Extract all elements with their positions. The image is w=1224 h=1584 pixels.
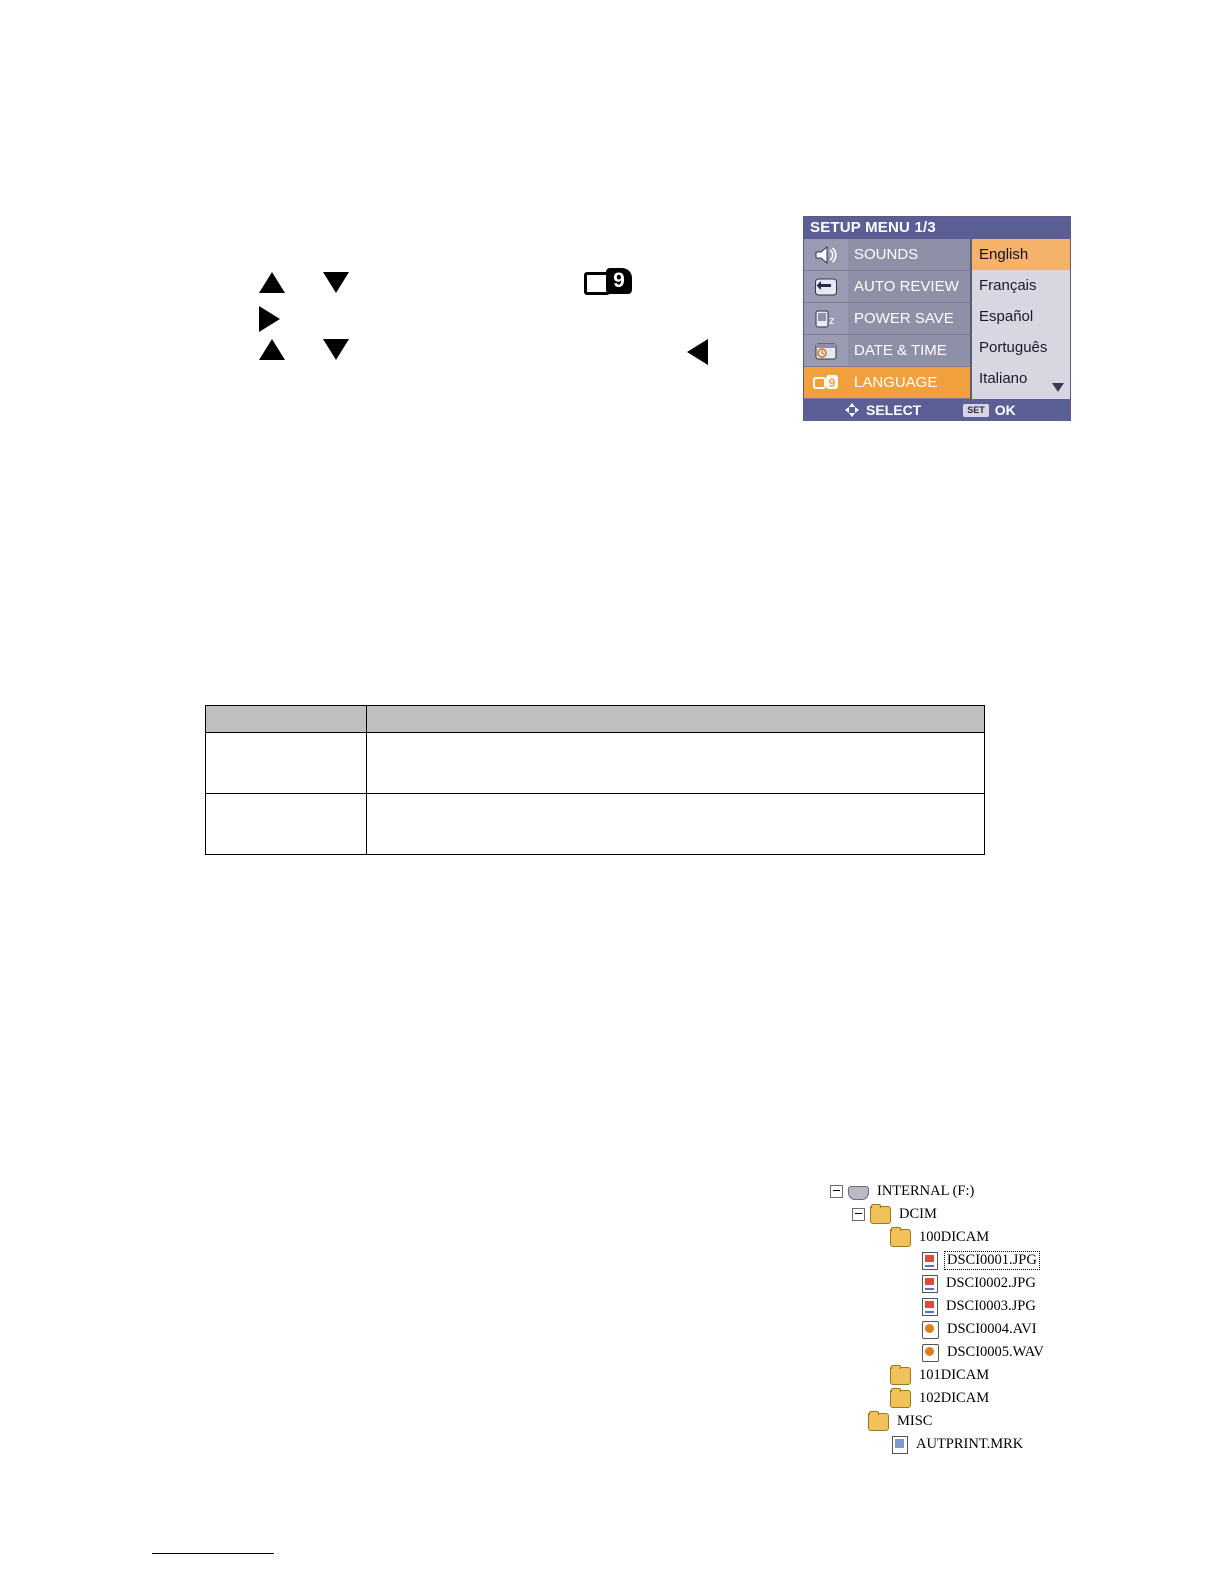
tree-label-dcim[interactable]: DCIM: [899, 1206, 937, 1222]
language-option-espanol[interactable]: Español: [979, 308, 1034, 325]
tree-label-dsci0003[interactable]: DSCI0003.JPG: [946, 1298, 1036, 1314]
date-time-icon: [804, 335, 848, 367]
tree-node-101dicam[interactable]: [890, 1364, 1210, 1387]
folder-icon: [890, 1367, 911, 1385]
tree-node-dsci0001[interactable]: [922, 1249, 1210, 1272]
jpg-file-icon: [922, 1298, 938, 1316]
mrk-file-icon: [892, 1436, 908, 1454]
language-icon-mark: 9: [606, 268, 632, 294]
media-file-icon: [922, 1344, 939, 1362]
tree-node-misc[interactable]: [868, 1410, 1210, 1433]
tree-node-dsci0002[interactable]: [922, 1272, 1210, 1295]
menu-item-language[interactable]: LANGUAGE: [848, 367, 970, 399]
tree-label-100dicam[interactable]: 100DICAM: [919, 1229, 990, 1245]
tree-node-dsci0004[interactable]: [922, 1318, 1210, 1341]
table-header-cell-1: [206, 706, 367, 733]
auto-review-icon-svg: [814, 277, 838, 297]
setup-menu-title: SETUP MENU 1/3: [804, 217, 1070, 239]
arrow-up-icon-1: [259, 272, 285, 293]
power-save-icon: [804, 303, 848, 335]
tree-label-101dicam[interactable]: 101DICAM: [919, 1367, 990, 1383]
table-row: [206, 733, 985, 794]
menu-item-auto-review[interactable]: AUTO REVIEW: [848, 271, 970, 303]
collapse-toggle-icon[interactable]: [830, 1185, 843, 1198]
tree-label-autprint[interactable]: AUTPRINT.MRK: [916, 1436, 1024, 1452]
tree-label-dsci0001[interactable]: DSCI0001.JPG: [944, 1251, 1040, 1270]
file-tree: [830, 1180, 1210, 1456]
tree-node-dcim[interactable]: [852, 1203, 1210, 1226]
four-way-select-icon: [844, 402, 860, 418]
menu-item-power-save[interactable]: POWER SAVE: [848, 303, 970, 335]
language-option-english[interactable]: English: [972, 239, 1070, 270]
setup-menu-footer: [804, 399, 1070, 421]
arrow-down-icon-1: [323, 272, 349, 293]
power-save-icon-svg: [814, 309, 838, 329]
tree-label-102dicam[interactable]: 102DICAM: [919, 1390, 990, 1406]
arrow-up-icon-2: [259, 339, 285, 360]
tree-node-102dicam[interactable]: [890, 1387, 1210, 1410]
table-cell-value: [367, 733, 985, 794]
jpg-file-icon: [922, 1275, 938, 1293]
folder-icon: [890, 1229, 911, 1247]
date-time-icon-svg: [814, 341, 838, 361]
table-cell-label: [206, 794, 367, 855]
language-options-list: [970, 239, 1070, 399]
auto-review-icon: [804, 271, 848, 303]
language-option-italiano[interactable]: Italiano: [979, 370, 1028, 387]
table-cell-value: [367, 794, 985, 855]
media-file-icon: [922, 1321, 939, 1339]
tree-node-dsci0005[interactable]: [922, 1341, 1210, 1364]
language-icon: [584, 268, 636, 294]
language-icon: [804, 367, 848, 399]
tree-node-autprint[interactable]: [892, 1433, 1210, 1456]
footer-select-label: SELECT: [866, 402, 922, 418]
svg-text:z: z: [829, 314, 835, 327]
footnote-divider: [152, 1553, 274, 1554]
tree-node-100dicam[interactable]: [890, 1226, 1210, 1249]
menu-item-date-time[interactable]: DATE & TIME: [848, 335, 970, 367]
menu-item-sounds[interactable]: SOUNDS: [848, 239, 970, 271]
folder-icon: [868, 1413, 889, 1431]
footer-ok-label: OK: [994, 402, 1016, 418]
table-cell-label: [206, 733, 367, 794]
folder-icon: [870, 1206, 891, 1224]
arrow-down-icon-2: [323, 339, 349, 360]
set-key-badge: SET: [963, 404, 989, 417]
setup-menu-label-column: [848, 239, 970, 399]
tree-node-dsci0003[interactable]: [922, 1295, 1210, 1318]
arrow-right-icon-1: [259, 306, 280, 332]
setup-menu-icon-column: [804, 239, 848, 399]
spec-table: [205, 705, 985, 855]
svg-text:9: 9: [828, 375, 836, 390]
jpg-file-icon: [922, 1252, 938, 1270]
language-option-francais[interactable]: Français: [979, 277, 1037, 294]
table-header-row: [206, 706, 985, 733]
table-row: [206, 794, 985, 855]
collapse-toggle-icon[interactable]: [852, 1208, 865, 1221]
scroll-down-icon[interactable]: [1052, 383, 1064, 392]
tree-label-internal[interactable]: INTERNAL (F:): [877, 1183, 975, 1199]
tree-label-dsci0002[interactable]: DSCI0002.JPG: [946, 1275, 1036, 1291]
speaker-icon: [804, 239, 848, 271]
tree-label-dsci0005[interactable]: DSCI0005.WAV: [947, 1344, 1044, 1360]
camera-setup-menu: [803, 216, 1071, 421]
table-header-cell-2: [367, 706, 985, 733]
tree-node-internal-drive[interactable]: [830, 1180, 1210, 1203]
language-option-portugues[interactable]: Português: [979, 339, 1048, 356]
language-icon-svg: [813, 374, 839, 392]
tree-label-dsci0004[interactable]: DSCI0004.AVI: [947, 1321, 1037, 1337]
tree-label-misc[interactable]: MISC: [897, 1413, 933, 1429]
folder-icon: [890, 1390, 911, 1408]
speaker-icon-svg: [814, 246, 838, 264]
setup-menu-body: [804, 239, 1070, 399]
drive-icon: [848, 1186, 869, 1200]
arrow-left-icon-1: [687, 339, 708, 365]
